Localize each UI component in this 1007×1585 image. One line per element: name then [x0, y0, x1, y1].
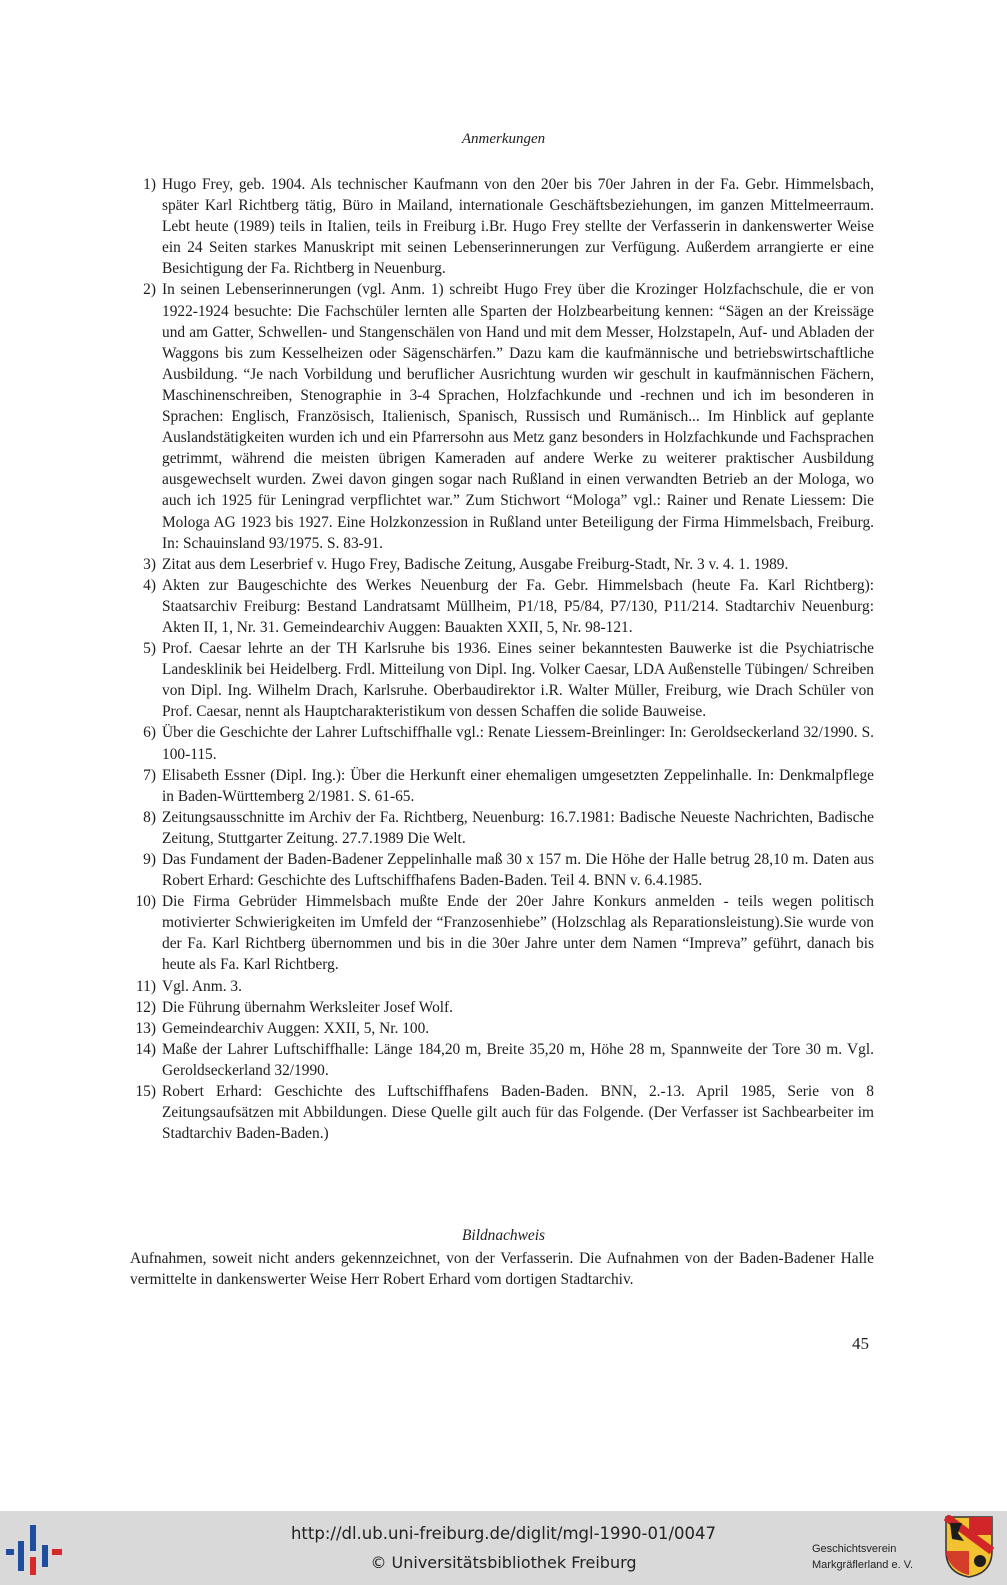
footnote-number: 11)	[136, 977, 156, 995]
society-line-2: Markgräflerland e. V.	[812, 1559, 914, 1571]
footnote-number: 1)	[143, 176, 156, 193]
footnote-number: 5)	[143, 640, 156, 658]
coat-of-arms-icon	[944, 1515, 994, 1579]
footnote-item	[130, 997, 874, 1018]
footnote-item	[130, 807, 874, 849]
society-line-1: Geschichtsverein	[812, 1543, 897, 1555]
footnote-number: 4)	[143, 576, 156, 594]
footnote-item	[130, 1039, 874, 1081]
footer-bar	[0, 1511, 1007, 1585]
footnote-number: 7)	[143, 766, 156, 784]
footnote-text: Die Führung übernahm Werksleiter Josef Wolf.	[162, 998, 454, 1016]
footnote-item	[130, 722, 874, 764]
footnote-number: 6)	[143, 724, 156, 742]
footnote-item	[130, 891, 874, 975]
footnote-number: 14)	[135, 1040, 156, 1058]
footnote-item	[130, 575, 874, 638]
footnote-text: Elisabeth Essner (Dipl. Ing.): Über die Herkunft einer ehemaligen umgesetzten Zeppelinhalle. In: Denkmalpflege in Baden-Württemberg 2/1981. S. 61-65.	[162, 766, 874, 805]
footnote-text: Hugo Frey, geb. 1904. Als technischer Kaufmann von den 20er bis 70er Jahren in der Fa. Gebr. Himmelsbach, später Karl Richtberg tätig, Büro in Mailand, internationale Geschäftsbeziehungen, im ganzen Mittelmeerraum. Lebt heute (1989) teils in Italien, teils in Freiburg i.Br. Hugo Frey stellte der Verfasserin in dankenswerter Weise ein 24 Seiten starkes Manuskript mit seinen Lebenserinnerungen zur Verfügung. Außerdem arrangierte er eine Besichtigung der Fa. Richtberg in Neuenburg.	[162, 176, 874, 278]
page-title: Anmerkungen	[461, 131, 546, 147]
copyright-text: © Universitätsbibliothek Freiburg	[370, 1553, 637, 1572]
footnote-text: Das Fundament der Baden-Badener Zeppelinhalle maß 30 x 157 m. Die Höhe der Halle betrug 28,10 m. Daten aus Robert Erhard: Geschichte des Luftschiffhafens Baden-Baden. Teil 4. BNN v. 6.4.1985.	[162, 851, 874, 890]
page-number: 45	[852, 1334, 869, 1353]
footnote-number: 12)	[135, 998, 156, 1016]
footnote-number: 8)	[143, 808, 156, 826]
footnote-number: 9)	[143, 851, 156, 868]
footnote-text: Maße der Lahrer Luftschiffhalle: Länge 184,20 m, Breite 35,20 m, Höhe 28 m, Spannweite der Tore 30 m. Vgl. Geroldseckerland 32/1990.	[162, 1040, 874, 1079]
footnote-item	[130, 1018, 874, 1039]
footnote-text: Robert Erhard: Geschichte des Luftschiffhafens Baden-Baden. BNN, 2.-13. April 1985, Serie von 8 Zeitungsaufsätzen mit Abbildungen. Diese Quelle gilt auch für das Folgende. (Der Verfasser ist Sachbearbeiter im Stadtarchiv Baden-Baden.)	[162, 1083, 874, 1143]
footnote-item	[130, 849, 874, 891]
credits-text: Aufnahmen, soweit nicht anders gekennzeichnet, von der Verfasserin. Die Aufnahmen von der Baden-Badener Halle vermittelte in dankenswerter Weise Herr Robert Erhard vom dortigen Stadtarchiv.	[130, 1250, 874, 1288]
footnote-text: Prof. Caesar lehrte an der TH Karlsruhe bis 1936. Eines seiner bekanntesten Bauwerke ist die Psychiatrische Landesklinik bei Heidelberg. Frdl. Mitteilung von Dipl. Ing. Volker Caesar, LDA Außenstelle Tübingen/ Schreiben von Dipl. Ing. Wilhelm Drach, Karlsruhe. Oberbaudirektor i.R. Walter Müller, Freiburg, wie Drach Schüler von Prof. Caesar, nennt als Hauptcharakteristikum von dessen Schaffen die solide Bauweise.	[162, 640, 874, 721]
footnote-text: In seinen Lebenserinnerungen (vgl. Anm. 1) schreibt Hugo Frey über die Krozinger Holzfachschule, die er von 1922-1924 besuchte: Die Fachschüler lernten alle Sparten der Holzbearbeitung kennen: “Sägen an der Kreissäge und am Gatter, Schwellen- und Stangenschälen von Hand und mit dem Messer, Holzstapeln, Auf- und Abladen der Waggons bis zum Kesselheizen oder Sägenschärfen.” Dazu kam die kaufmännische und betriebswirtschaftliche Ausbildung. “Je nach Vorbildung und beruflicher Ausrichtung wurden wir geschult in kaufmännischen Fächern, Maschinenschreiben, Stenographie in 3-4 Sprachen, Holzfachkunde und -rechnen und ich im besonderen in Sprachen: Englisch, Französisch, Italienisch, Spanisch, Russisch und Rumänisch... Im Hinblick auf geplante Auslandstätigkeiten wurden ich und ein Pfarrersohn aus Metz ganz besonders in Holzfachkunde und Fachsprachen getrimmt, während die meisten übrigen Kameraden auf andere Werke zu weiterer praktischer Ausbildung ausgewechselt wurden. Zwei davon gingen sogar nach Rußland in einen verwandten Betrieb an der Mologa, wo auch ich 1925 für Leningrad verpflichtet war.” Zum Stichwort “Mologa” vgl.: Rainer und Renate Liessem: Die Mologa AG 1923 bis 1927. Eine Holzkonzession in Rußland unter Beteiligung der Firma Himmelsbach, Freiburg. In: Schauinsland 93/1975. S. 83-91.	[162, 281, 874, 552]
footnote-number: 13)	[135, 1019, 156, 1037]
footnote-item	[130, 765, 874, 807]
footnote-item	[130, 976, 874, 997]
footnote-text: Vgl. Anm. 3.	[162, 977, 242, 995]
society-name	[812, 1541, 913, 1573]
footnote-number: 10)	[135, 893, 156, 911]
footnote-item	[130, 1081, 874, 1144]
footnote-number: 3)	[143, 555, 156, 573]
footnote-item	[130, 638, 874, 722]
permalink[interactable]: http://dl.ub.uni-freiburg.de/diglit/mgl-1990-01/0047	[290, 1524, 717, 1543]
footnote-item	[130, 554, 874, 575]
footnote-text: Über die Geschichte der Lahrer Luftschiffhalle vgl.: Renate Liessem-Breinlinger: In: Geroldseckerland 32/1990. S. 100-115.	[162, 724, 874, 763]
footnotes-list	[130, 174, 874, 1144]
footnote-text: Zitat aus dem Leserbrief v. Hugo Frey, Badische Zeitung, Ausgabe Freiburg-Stadt, Nr. 3 v. 4. 1. 1989.	[162, 555, 789, 573]
footnote-item	[130, 174, 874, 279]
footnote-text: Akten zur Baugeschichte des Werkes Neuenburg der Fa. Gebr. Himmelsbach (heute Fa. Karl Richtberg): Staatsarchiv Freiburg: Bestand Landratsamt Müllheim, P1/18, P5/84, P7/130, P11/214. Stadtarchiv Neuenburg: Akten II, 1, Nr. 31. Gemeindearchiv Auggen: Bauakten XXII, 5, Nr. 98-121.	[162, 576, 874, 636]
footnote-item	[130, 279, 874, 553]
footnote-number: 15)	[135, 1083, 156, 1101]
footnote-text: Zeitungsausschnitte im Archiv der Fa. Richtberg, Neuenburg: 16.7.1981: Badische Neueste Nachrichten, Badische Zeitung, Stuttgarter Zeitung. 27.7.1989 Die Welt.	[162, 808, 874, 847]
footnote-number: 2)	[143, 281, 156, 299]
credits-title: Bildnachweis	[462, 1227, 545, 1244]
footnote-text: Gemeindearchiv Auggen: XXII, 5, Nr. 100.	[162, 1019, 430, 1037]
footnote-text: Die Firma Gebrüder Himmelsbach mußte Ende der 20er Jahre Konkurs anmelden - teils wegen politisch motivierter Schwierigkeiten im Umfeld der “Franzosenhiebe” (Holzschlag als Reparationsleistung).Sie wurde von der Fa. Karl Richtberg übernommen und bis in die 30er Jahre unter dem Namen “Impreva” geführt, danach bis heute als Fa. Karl Richtberg.	[162, 893, 874, 974]
